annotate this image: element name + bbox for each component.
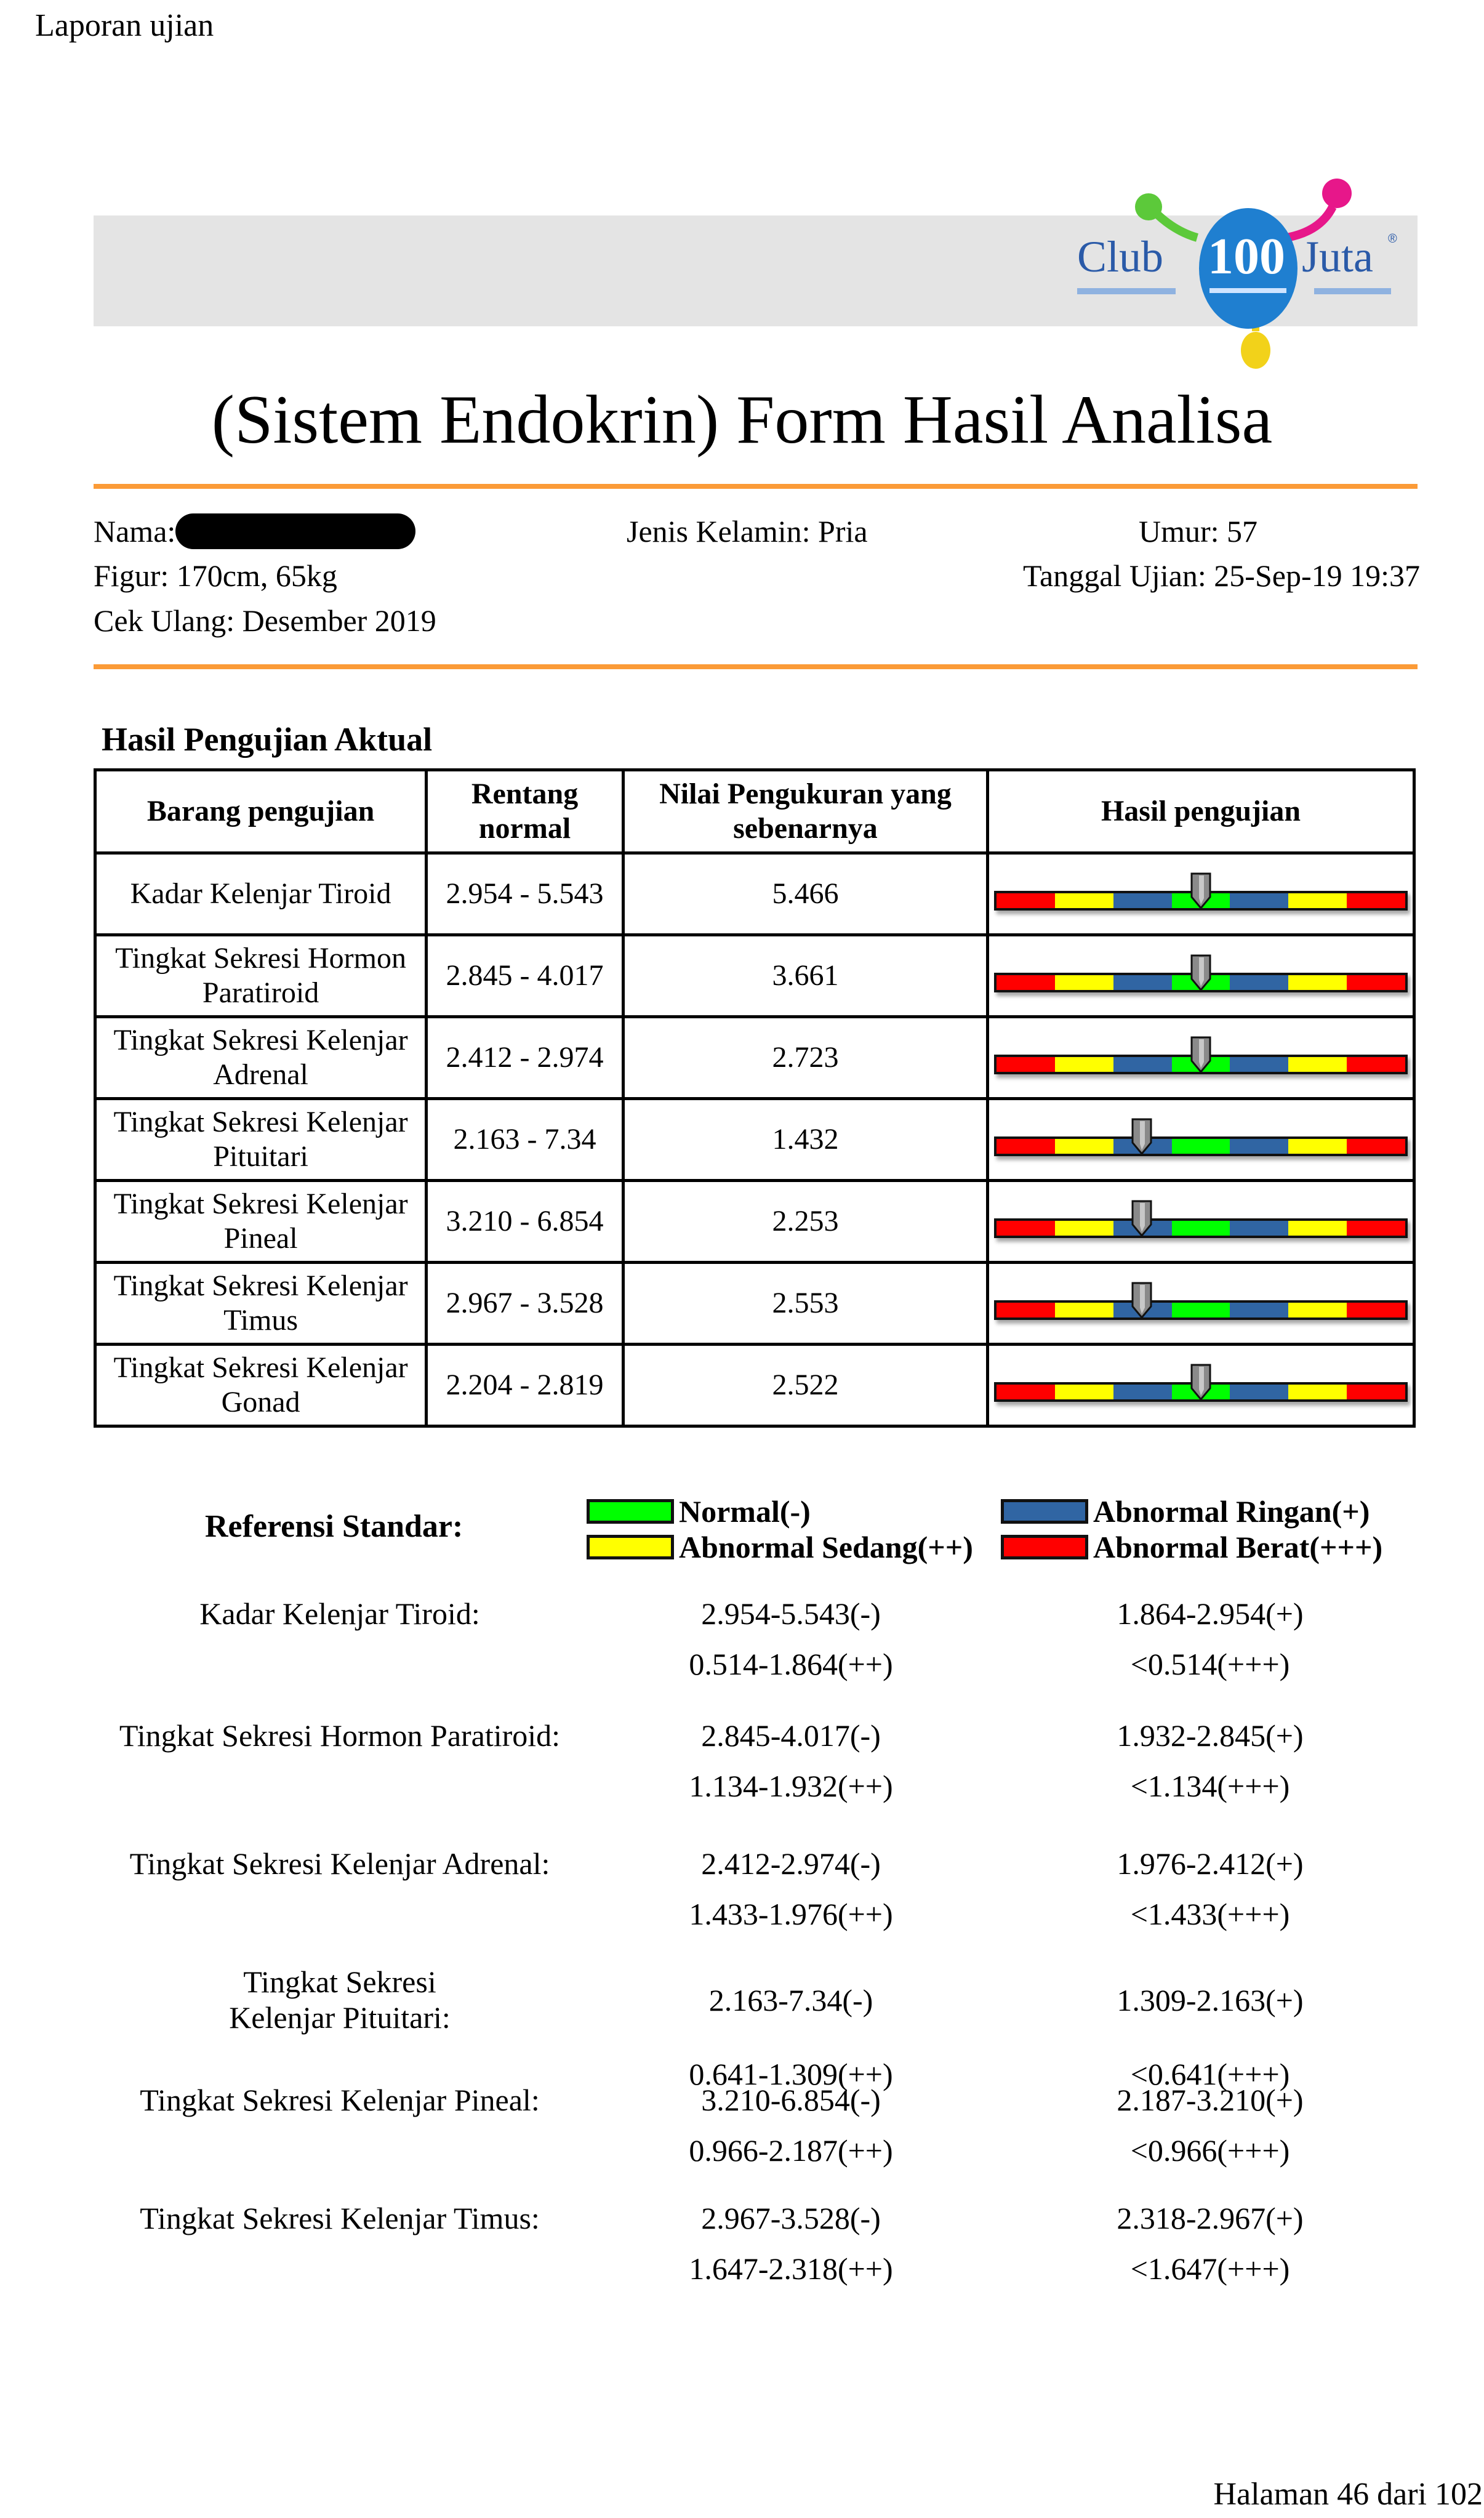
reference-ringan-range: 1.932-2.845(+): [1117, 1718, 1304, 1753]
reference-item-name: Tingkat Sekresi Kelenjar Pineal:: [140, 2083, 540, 2117]
gauge-segment-abnormal-ringan: [1230, 1057, 1288, 1072]
divider-bottom: [94, 664, 1418, 669]
gauge-segment-abnormal-berat: [997, 1303, 1055, 1317]
reference-normal-range: 2.967-3.528(-): [701, 2201, 881, 2235]
recheck-date: Cek Ulang: Desember 2019: [94, 603, 436, 638]
patient-name-label: Nama:: [94, 514, 176, 549]
gauge-marker-icon: [1190, 1036, 1211, 1073]
measured-value: 3.661: [623, 935, 987, 1017]
result-gauge: [994, 872, 1408, 915]
gauge-segment-abnormal-sedang: [1288, 1385, 1347, 1399]
gauge-segment-abnormal-ringan: [1113, 975, 1172, 990]
gauge-segment-abnormal-berat: [1347, 1303, 1405, 1317]
gauge-segment-abnormal-sedang: [1055, 1303, 1113, 1317]
normal-range: 3.210 - 6.854: [427, 1181, 624, 1263]
gauge-segment-abnormal-berat: [1347, 1385, 1405, 1399]
gauge-segment-abnormal-sedang: [1055, 1057, 1113, 1072]
patient-gender: Jenis Kelamin: Pria: [627, 514, 868, 549]
logo-text-club: Club: [1077, 232, 1164, 281]
logo-pink-ball: [1322, 179, 1352, 208]
reference-item-name: Tingkat Sekresi Kelenjar Timus:: [140, 2201, 540, 2235]
gauge-segment-abnormal-ringan: [1230, 1221, 1288, 1236]
gauge-segment-abnormal-sedang: [1288, 893, 1347, 908]
test-item-name: Tingkat Sekresi Kelenjar Adrenal: [95, 1017, 427, 1099]
reference-berat-range: <0.966(+++): [1130, 2133, 1290, 2168]
gauge-segment-abnormal-sedang: [1055, 893, 1113, 908]
gauge-marker-icon: [1131, 1118, 1152, 1155]
table-row: [95, 1181, 1414, 1263]
logo-subtext-right: [1314, 288, 1391, 294]
reference-berat-range: <1.647(+++): [1130, 2251, 1290, 2286]
legend-swatch-abnormal-ringan: [1001, 1499, 1088, 1524]
table-row: [95, 1345, 1414, 1426]
gauge-segment-abnormal-berat: [997, 1139, 1055, 1154]
reference-normal-range: 2.954-5.543(-): [701, 1596, 881, 1631]
test-item-name: Tingkat Sekresi Kelenjar Pituitari: [95, 1099, 427, 1181]
reference-item-name: Tingkat Sekresi Kelenjar Adrenal:: [129, 1846, 550, 1881]
reference-item-name: Tingkat Sekresi Hormon Paratiroid:: [119, 1718, 561, 1753]
patient-age: Umur: 57: [1139, 514, 1258, 549]
gauge-segment-abnormal-ringan: [1113, 1057, 1172, 1072]
reference-sedang-range: 1.134-1.932(++): [689, 1769, 893, 1803]
gauge-segment-abnormal-berat: [997, 1057, 1055, 1072]
table-row: [95, 935, 1414, 1017]
normal-range: 2.412 - 2.974: [427, 1017, 624, 1099]
result-gauge-cell: [988, 935, 1414, 1017]
gauge-segment-abnormal-berat: [997, 1385, 1055, 1399]
legend-abnormal-ringan: [1001, 1494, 1370, 1529]
gauge-segment-abnormal-berat: [1347, 1221, 1405, 1236]
table-row: [95, 1099, 1414, 1181]
patient-figure: Figur: 170cm, 65kg: [94, 558, 337, 593]
gauge-segment-abnormal-sedang: [1055, 1221, 1113, 1236]
gauge-segment-abnormal-berat: [1347, 893, 1405, 908]
page-number: Halaman 46 dari 102: [1213, 2477, 1483, 2512]
reference-ringan-range: 1.864-2.954(+): [1117, 1596, 1304, 1631]
legend-swatch-abnormal-sedang: [587, 1535, 674, 1559]
gauge-segment-abnormal-sedang: [1288, 1139, 1347, 1154]
gauge-segment-abnormal-berat: [1347, 975, 1405, 990]
reference-berat-range: <1.433(+++): [1130, 1897, 1290, 1931]
gauge-segment-abnormal-sedang: [1055, 1139, 1113, 1154]
result-gauge: [994, 954, 1408, 997]
test-item-name: Kadar Kelenjar Tiroid: [95, 853, 427, 935]
test-date: Tanggal Ujian: 25-Sep-19 19:37: [1023, 558, 1420, 593]
divider-top: [94, 484, 1418, 489]
result-gauge-cell: [988, 1263, 1414, 1345]
normal-range: 2.204 - 2.819: [427, 1345, 624, 1426]
gauge-segment-abnormal-ringan: [1230, 1303, 1288, 1317]
measured-value: 1.432: [623, 1099, 987, 1181]
normal-range: 2.954 - 5.543: [427, 853, 624, 935]
reference-item-name: Tingkat Sekresi Kelenjar Pituitari:: [229, 1965, 451, 2035]
result-gauge: [994, 1036, 1408, 1079]
gauge-segment-normal: [1172, 1303, 1230, 1317]
legend-abnormal-sedang: [587, 1529, 973, 1565]
table-row: [95, 853, 1414, 935]
gauge-marker-icon: [1190, 1364, 1211, 1401]
gauge-segment-abnormal-sedang: [1288, 1057, 1347, 1072]
gauge-segment-normal: [1172, 1221, 1230, 1236]
gauge-marker-icon: [1131, 1200, 1152, 1237]
normal-range: 2.845 - 4.017: [427, 935, 624, 1017]
legend-abnormal-berat: [1001, 1529, 1382, 1565]
measured-value: 5.466: [623, 853, 987, 935]
club-100-juta-logo: [1071, 170, 1403, 373]
legend-label-normal: Normal(-): [679, 1494, 811, 1529]
results-header-row: [95, 770, 1414, 853]
gauge-segment-abnormal-berat: [1347, 1057, 1405, 1072]
reference-ringan-range: 2.318-2.967(+): [1117, 2201, 1304, 2235]
reference-sedang-range: 0.514-1.864(++): [689, 1647, 893, 1681]
gauge-segment-abnormal-ringan: [1230, 893, 1288, 908]
gauge-segment-abnormal-ringan: [1230, 1139, 1288, 1154]
page-title: (Sistem Endokrin) Form Hasil Analisa: [211, 382, 1273, 458]
reference-berat-range: <0.641(+++): [1130, 2057, 1290, 2091]
gauge-bar: [994, 1136, 1408, 1156]
column-header-range: Rentang normal: [427, 770, 624, 853]
report-label: Laporan ujian: [35, 8, 214, 43]
gauge-marker-icon: [1131, 1282, 1152, 1319]
test-item-name: Tingkat Sekresi Kelenjar Pineal: [95, 1181, 427, 1263]
logo-yellow-ball: [1241, 332, 1270, 369]
reference-ringan-range: 1.976-2.412(+): [1117, 1846, 1304, 1881]
gauge-segment-abnormal-sedang: [1288, 1303, 1347, 1317]
results-table: [94, 768, 1416, 1428]
gauge-segment-normal: [1172, 1139, 1230, 1154]
logo-subtext-center: [1209, 288, 1286, 293]
gauge-marker-icon: [1190, 872, 1211, 909]
reference-berat-range: <0.514(+++): [1130, 1647, 1290, 1681]
gauge-segment-abnormal-ringan: [1230, 1385, 1288, 1399]
table-row: [95, 1263, 1414, 1345]
gauge-segment-abnormal-berat: [997, 975, 1055, 990]
result-gauge-cell: [988, 1181, 1414, 1263]
test-item-name: Tingkat Sekresi Kelenjar Timus: [95, 1263, 427, 1345]
gauge-segment-abnormal-ringan: [1230, 975, 1288, 990]
table-row: [95, 1017, 1414, 1099]
gauge-segment-abnormal-ringan: [1113, 893, 1172, 908]
logo-text-juta: Juta: [1302, 232, 1373, 281]
reference-normal-range: 3.210-6.854(-): [701, 2083, 881, 2117]
gauge-segment-abnormal-berat: [997, 893, 1055, 908]
result-gauge: [994, 1200, 1408, 1243]
reference-ringan-range: 1.309-2.163(+): [1117, 1983, 1304, 2017]
column-header-value: Nilai Pengukuran yang sebenarnya: [623, 770, 987, 853]
reference-item-name: Kadar Kelenjar Tiroid:: [199, 1596, 480, 1631]
result-gauge: [994, 1282, 1408, 1325]
normal-range: 2.163 - 7.34: [427, 1099, 624, 1181]
legend-label-abnormal-berat: Abnormal Berat(+++): [1093, 1530, 1383, 1564]
logo-text-100: 100: [1208, 228, 1285, 285]
measured-value: 2.723: [623, 1017, 987, 1099]
patient-name-redaction: [175, 513, 415, 549]
result-gauge-cell: [988, 853, 1414, 935]
result-gauge-cell: [988, 1345, 1414, 1426]
legend-label-abnormal-sedang: Abnormal Sedang(++): [679, 1530, 973, 1564]
patient-name: [94, 513, 415, 549]
reference-berat-range: <1.134(+++): [1130, 1769, 1290, 1803]
test-item-name: Tingkat Sekresi Hormon Paratiroid: [95, 935, 427, 1017]
reference-ringan-range: 2.187-3.210(+): [1117, 2083, 1304, 2117]
gauge-bar: [994, 1218, 1408, 1238]
gauge-segment-abnormal-sedang: [1055, 975, 1113, 990]
legend-normal: [587, 1494, 811, 1529]
logo-subtext-left: [1077, 288, 1176, 294]
gauge-segment-abnormal-ringan: [1113, 1385, 1172, 1399]
section-title: Hasil Pengujian Aktual: [102, 721, 433, 758]
gauge-segment-abnormal-sedang: [1288, 975, 1347, 990]
legend-swatch-abnormal-berat: [1001, 1535, 1088, 1559]
reference-sedang-range: 0.641-1.309(++): [689, 2057, 893, 2091]
reference-normal-range: 2.412-2.974(-): [701, 1846, 881, 1881]
gauge-segment-abnormal-sedang: [1055, 1385, 1113, 1399]
legend-swatch-normal: [587, 1499, 674, 1524]
result-gauge-cell: [988, 1017, 1414, 1099]
gauge-segment-abnormal-sedang: [1288, 1221, 1347, 1236]
legend-label-abnormal-ringan: Abnormal Ringan(+): [1093, 1494, 1370, 1529]
reference-sedang-range: 1.433-1.976(++): [689, 1897, 893, 1931]
gauge-bar: [994, 1300, 1408, 1320]
test-item-name: Tingkat Sekresi Kelenjar Gonad: [95, 1345, 427, 1426]
measured-value: 2.253: [623, 1181, 987, 1263]
logo-registered-mark: ®: [1388, 232, 1397, 246]
column-header-result: Hasil pengujian: [988, 770, 1414, 853]
result-gauge: [994, 1118, 1408, 1161]
reference-normal-range: 2.845-4.017(-): [701, 1718, 881, 1753]
reference-sedang-range: 0.966-2.187(++): [689, 2133, 893, 2168]
gauge-segment-abnormal-berat: [1347, 1139, 1405, 1154]
gauge-segment-abnormal-berat: [997, 1221, 1055, 1236]
measured-value: 2.522: [623, 1345, 987, 1426]
reference-sedang-range: 1.647-2.318(++): [689, 2251, 893, 2286]
legend-title: Referensi Standar:: [205, 1509, 463, 1544]
result-gauge-cell: [988, 1099, 1414, 1181]
column-header-item: Barang pengujian: [95, 770, 427, 853]
normal-range: 2.967 - 3.528: [427, 1263, 624, 1345]
result-gauge: [994, 1364, 1408, 1407]
reference-normal-range: 2.163-7.34(-): [708, 1983, 873, 2017]
measured-value: 2.553: [623, 1263, 987, 1345]
gauge-marker-icon: [1190, 954, 1211, 991]
